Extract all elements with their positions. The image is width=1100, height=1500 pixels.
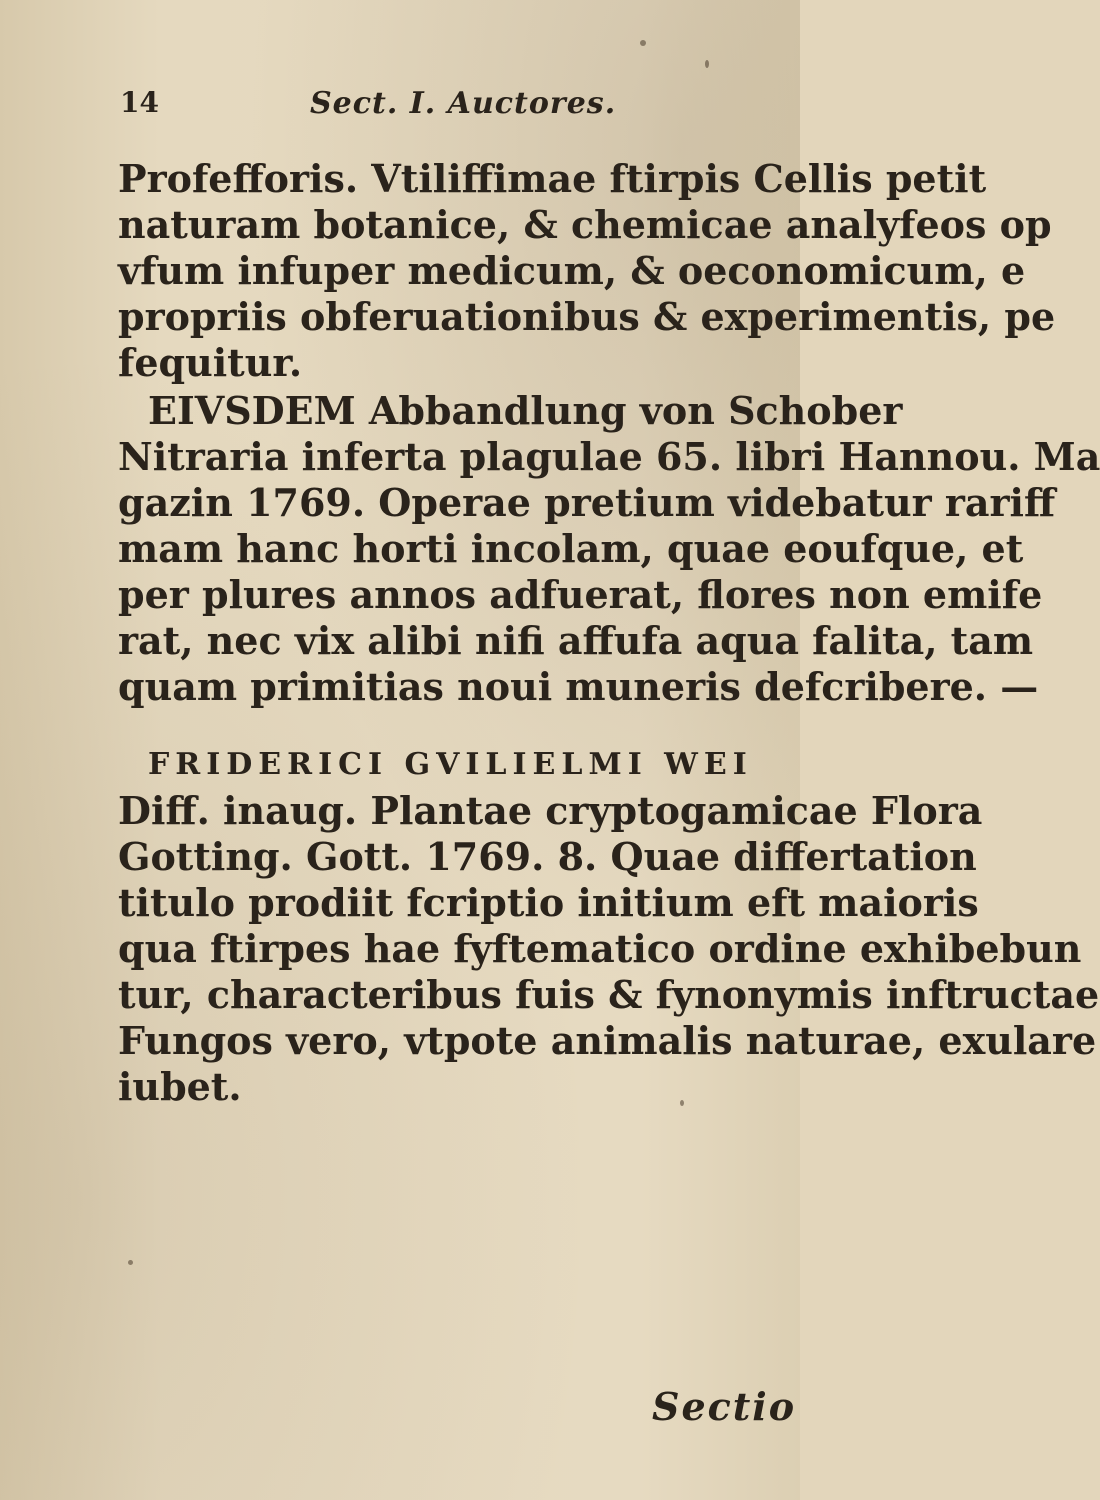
paragraph-1 — [118, 156, 1056, 386]
text-line: naturam botanice, & chemicae analyfeos op — [118, 202, 1052, 247]
entry-heading-line: EIVSDEM Abbandlung von Schober — [148, 388, 903, 433]
paragraph-2 — [118, 388, 1100, 710]
paper-speck — [640, 40, 646, 46]
paper-speck — [680, 1100, 684, 1106]
text-line: vfum infuper medicum, & oeconomicum, e — [118, 248, 1026, 293]
text-line: mam hanc horti incolam, quae eoufque, et — [118, 526, 1024, 571]
catchword: Sectio — [652, 1384, 797, 1429]
text-line: quam primitias noui muneris defcribere. — — [118, 664, 1039, 709]
text-line: Profefforis. Vtiliffimae ftirpis Cellis petit — [118, 156, 987, 201]
text-line: Diff. inaug. Plantae cryptogamicae Flora — [118, 788, 983, 833]
text-line: titulo prodiit fcriptio initium eft maioris — [118, 880, 979, 925]
text-line: fequitur. — [118, 340, 303, 385]
paragraph-3 — [118, 742, 1100, 1110]
text-line: qua ftirpes hae fyftematico ordine exhibebun — [118, 926, 1082, 971]
text-line: per plures annos adfuerat, flores non emife — [118, 572, 1043, 617]
text-line: Nitraria inferta plagulae 65. libri Hannou. Ma — [118, 434, 1100, 479]
running-head: Sect. I. Auctores. — [310, 86, 617, 121]
text-line: tur, characteribus fuis & fynonymis inftructae — [118, 972, 1100, 1017]
text-line: iubet. — [118, 1064, 242, 1109]
text-line: gazin 1769. Operae pretium videbatur rariff — [118, 480, 1056, 525]
entry-heading-line: FRIDERICI GVILIELMI WEI — [148, 747, 753, 782]
paper-speck — [705, 60, 709, 68]
text-line: Gotting. Gott. 1769. 8. Quae differtation — [118, 834, 977, 879]
page-header — [120, 86, 720, 136]
text-line: rat, nec vix alibi nifi affufa aqua falita, tam — [118, 618, 1034, 663]
text-line: propriis obferuationibus & experimentis, pe — [118, 294, 1056, 339]
text-line: Fungos vero, vtpote animalis naturae, exulare — [118, 1018, 1097, 1063]
paper-speck — [128, 1260, 133, 1265]
page-number: 14 — [120, 86, 159, 119]
